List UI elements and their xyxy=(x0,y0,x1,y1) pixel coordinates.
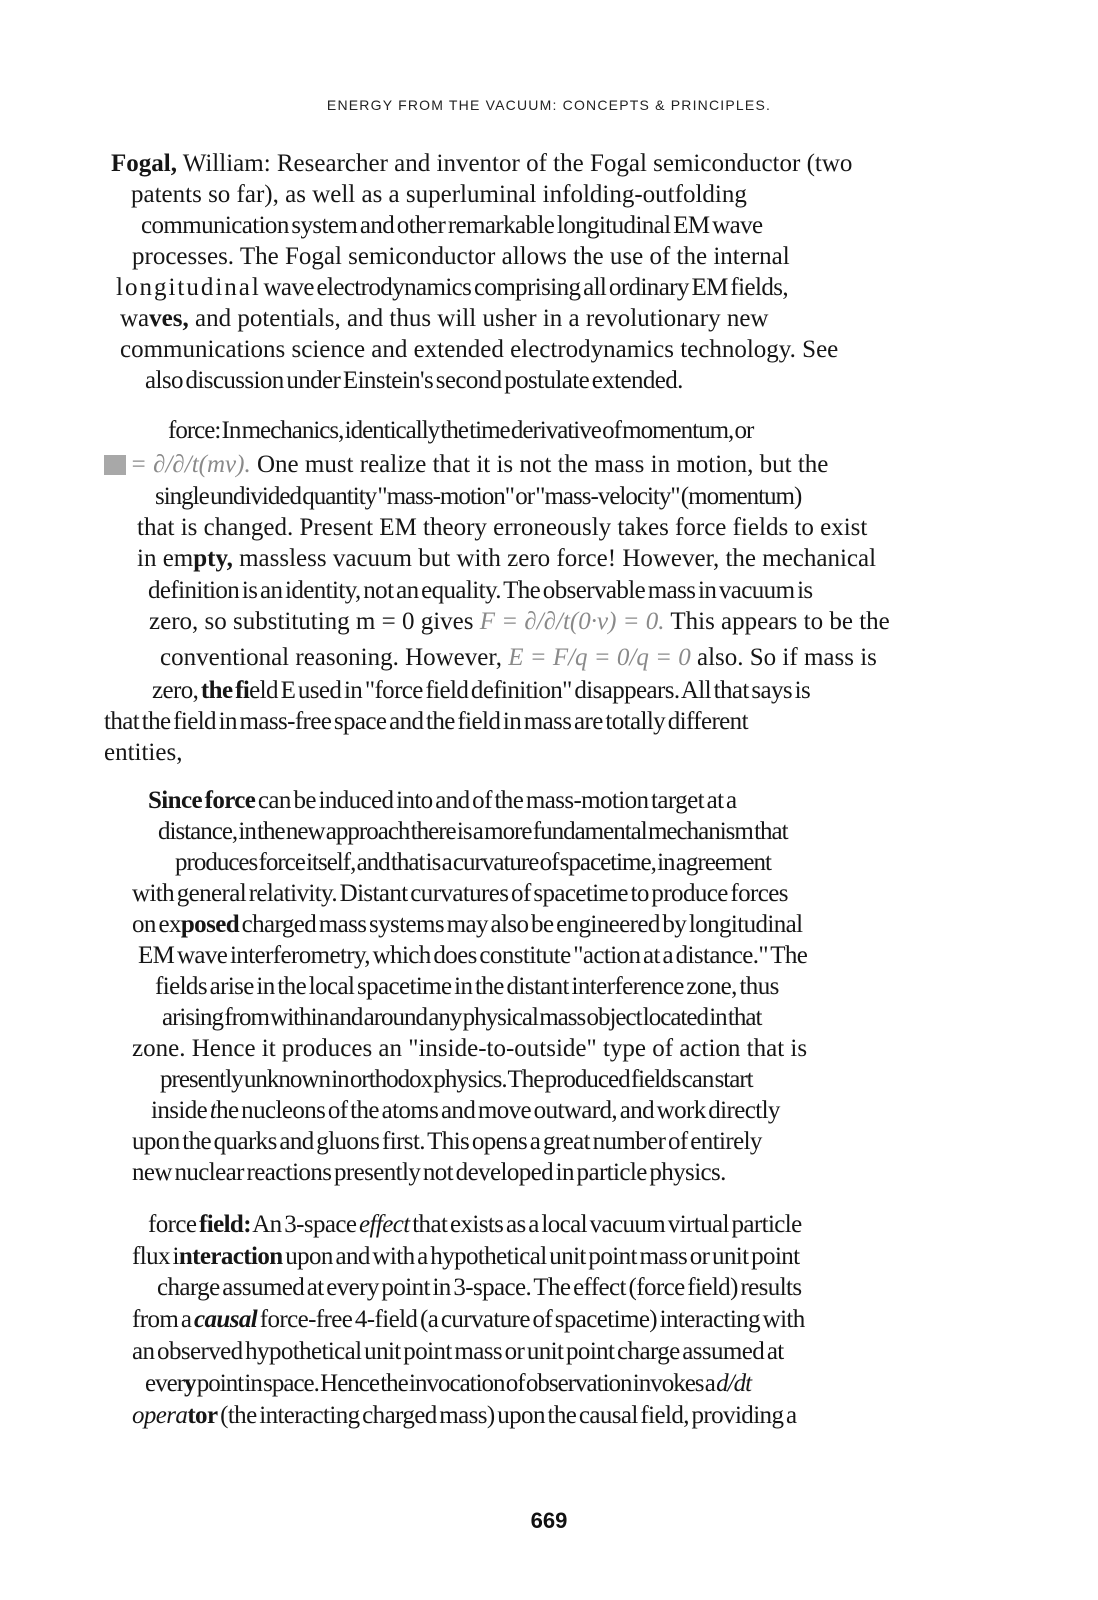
term-fogal: Fogal, xyxy=(111,150,177,177)
fogal-line-1: Fogal, William: Researcher and inventor of the Fogal semiconductor (two xyxy=(111,150,853,177)
force-line-3: single undivided quantity "mass-motion" or "mass-velocity" (momentum) xyxy=(155,483,802,510)
forcefield-line-1: force field: An 3-space effect that exists as a local vacuum virtual particle xyxy=(148,1211,802,1238)
since-line-11: inside the nucleons of the atoms and move outward, and work directly xyxy=(151,1097,780,1124)
forcefield-line-2: flux interaction upon and with a hypothetical unit point mass or unit point xyxy=(132,1243,800,1270)
fogal-line-3: communication system and other remarkable longitudinal EM wave xyxy=(141,212,763,239)
force-line-6: definition is an identity, not an equality. The observable mass in vacuum is xyxy=(148,577,813,604)
forcefield-line-5: an observed hypothetical unit point mass or unit point charge assumed at xyxy=(132,1338,784,1365)
fogal-line-4: processes. The Fogal semiconductor allows the use of the internal xyxy=(132,243,790,270)
force-line-10: that the field in mass-free space and the field in mass are totally different xyxy=(104,708,748,735)
running-header: ENERGY FROM THE VACUUM: CONCEPTS & PRINCIPLES. xyxy=(326,97,772,113)
force-line-9: zero, the field E used in "force field definition" disappears. All that says is xyxy=(152,677,811,704)
since-line-8: arising from within and around any physical mass object located in that xyxy=(162,1004,762,1031)
since-line-6: EM wave interferometry, which does constitute "action at a distance." The xyxy=(138,942,808,969)
force-line-7: zero, so substituting m = 0 gives F = ∂/∂/t(0·v) = 0. This appears to be the xyxy=(149,608,890,635)
force-line-4: that is changed. Present EM theory erroneously takes force fields to exist xyxy=(137,514,868,541)
since-line-13: new nuclear reactions presently not developed in particle physics. xyxy=(132,1159,726,1186)
forcefield-line-6: every point in space. Hence the invocation of observation invokes a d/dt xyxy=(145,1370,752,1397)
force-line-1: force: In mechanics, identically the time derivative of momentum, or xyxy=(168,417,754,444)
fogal-line-7: communications science and extended electrodynamics technology. See xyxy=(120,336,839,363)
force-line-11: entities, xyxy=(104,739,183,766)
force-line-8: conventional reasoning. However, E = F/q = 0/q = 0 also. So if mass is xyxy=(160,644,877,671)
formula-image xyxy=(104,455,126,475)
since-line-9: zone. Hence it produces an "inside-to-outside" type of action that is xyxy=(132,1035,808,1062)
fogal-line-2: patents so far), as well as a superluminal infolding-outfolding xyxy=(131,181,747,208)
since-line-2: distance, in the new approach there is a more fundamental mechanism that xyxy=(158,818,788,845)
fogal-line-6: waves, and potentials, and thus will usher in a revolutionary new xyxy=(120,305,769,332)
since-line-3: produces force itself, and that is a curvature of spacetime, in agreement xyxy=(175,849,771,876)
fogal-line-8: also discussion under Einstein's second postulate extended. xyxy=(145,367,683,394)
forcefield-line-7: operator (the interacting charged mass) upon the causal field, providing a xyxy=(132,1402,797,1429)
force-line-2: = ∂/∂/t(mv). One must realize that it is not the mass in motion, but the xyxy=(104,450,828,480)
force-line-5: in empty, massless vacuum but with zero force! However, the mechanical xyxy=(137,545,877,572)
page-number: 669 xyxy=(530,1508,568,1533)
since-line-4: with general relativity. Distant curvatures of spacetime to produce forces xyxy=(132,880,788,907)
since-line-12: upon the quarks and gluons first. This opens a great number of entirely xyxy=(132,1128,762,1155)
since-line-5: on exposed charged mass systems may also be engineered by longitudinal xyxy=(132,911,803,938)
forcefield-line-4: from a causal force-free 4-field (a curvature of spacetime) interacting with xyxy=(132,1306,805,1333)
fogal-line-5: longitudinal wave electrodynamics comprising all ordinary EM fields, xyxy=(116,274,789,301)
forcefield-line-3: charge assumed at every point in 3-space. The effect (force field) results xyxy=(157,1274,802,1301)
since-line-10: presently unknown in orthodox physics. The produced fields can start xyxy=(160,1066,753,1093)
since-line-7: fields arise in the local spacetime in the distant interference zone, thus xyxy=(155,973,779,1000)
since-line-1: Since force can be induced into and of the mass-motion target at a xyxy=(148,787,737,814)
